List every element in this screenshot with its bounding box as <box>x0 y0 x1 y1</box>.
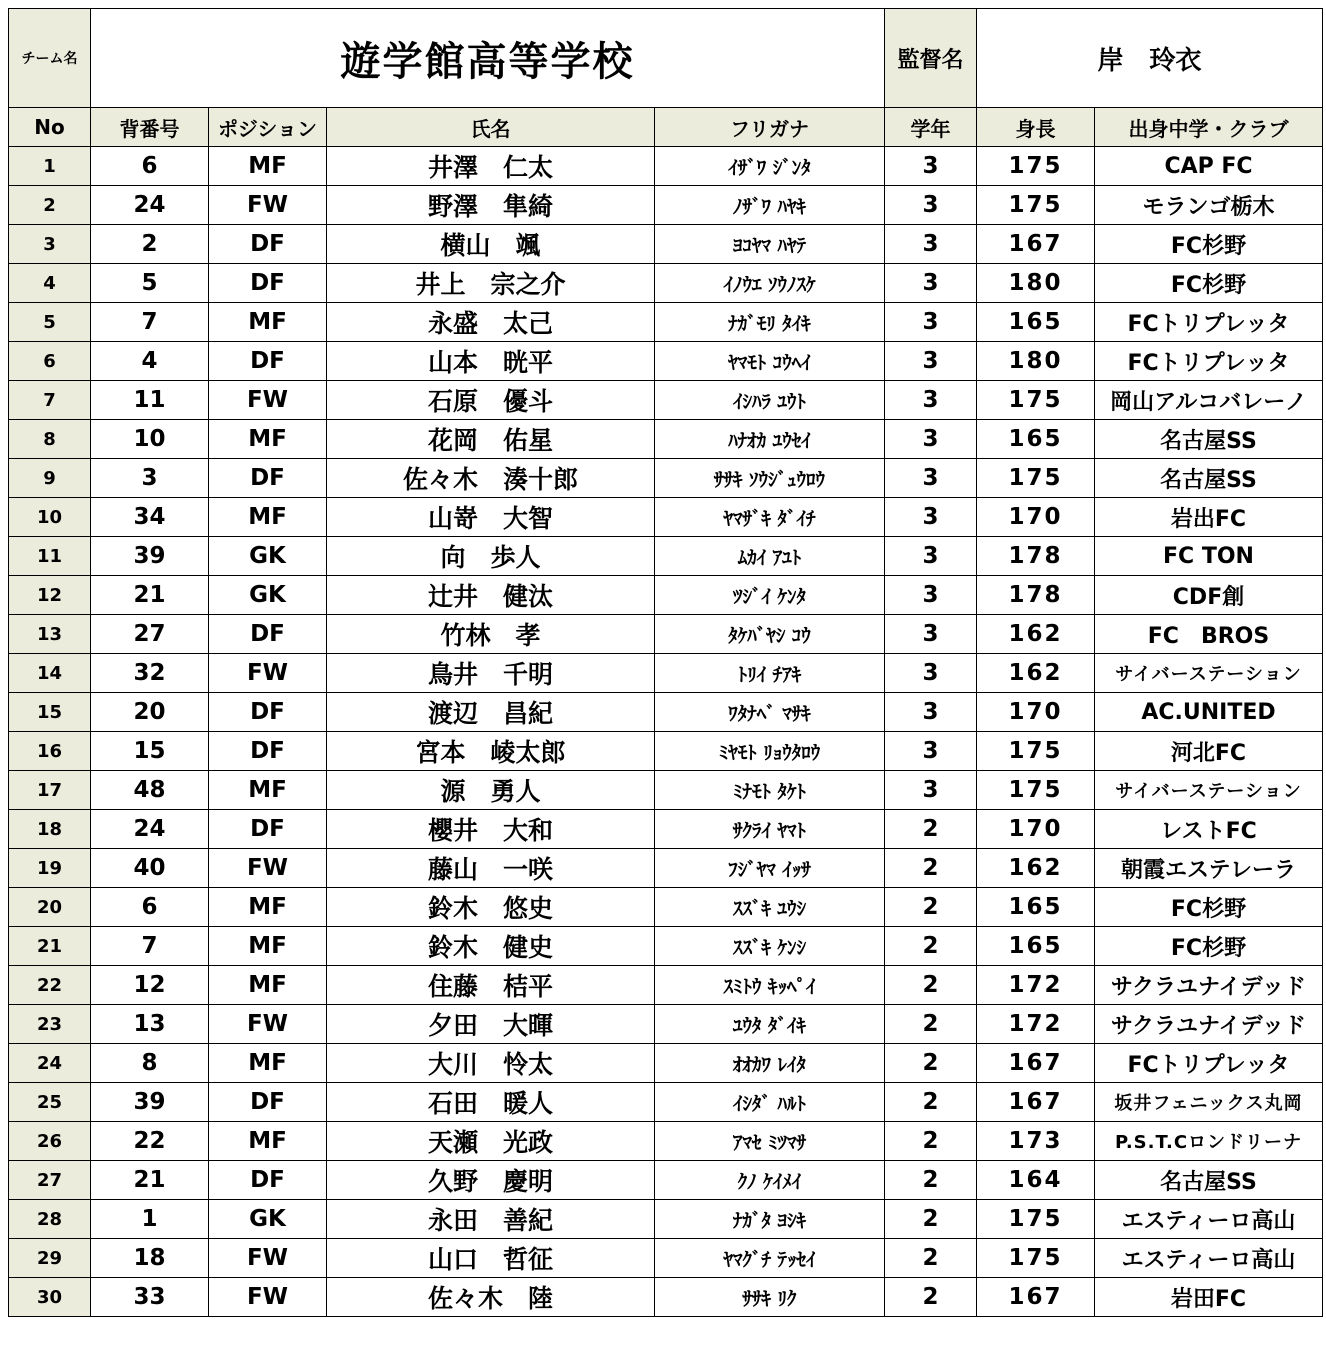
player-kana: ｽﾐﾄｳ ｷｯﾍﾟｲ <box>655 966 885 1005</box>
player-name: 井澤 仁太 <box>327 147 655 186</box>
table-row <box>9 732 1323 771</box>
player-height: 170 <box>977 810 1095 849</box>
table-row <box>9 381 1323 420</box>
player-grade: 2 <box>885 810 977 849</box>
player-no: 3 <box>9 225 91 264</box>
player-position: MF <box>209 771 327 810</box>
player-club: FC杉野 <box>1095 264 1323 303</box>
player-position: DF <box>209 693 327 732</box>
player-position: FW <box>209 381 327 420</box>
player-club: AC.UNITED <box>1095 693 1323 732</box>
player-height: 180 <box>977 342 1095 381</box>
player-grade: 3 <box>885 498 977 537</box>
player-name: 野澤 隼綺 <box>327 186 655 225</box>
player-position: DF <box>209 732 327 771</box>
player-club: FC杉野 <box>1095 927 1323 966</box>
table-row <box>9 459 1323 498</box>
table-row <box>9 1044 1323 1083</box>
player-height: 165 <box>977 303 1095 342</box>
player-position: FW <box>209 1278 327 1317</box>
shirt-number: 15 <box>91 732 209 771</box>
shirt-number: 21 <box>91 576 209 615</box>
table-row <box>9 186 1323 225</box>
player-grade: 3 <box>885 732 977 771</box>
player-name: 竹林 孝 <box>327 615 655 654</box>
player-height: 173 <box>977 1122 1095 1161</box>
player-grade: 3 <box>885 615 977 654</box>
player-name: 源 勇人 <box>327 771 655 810</box>
player-no: 21 <box>9 927 91 966</box>
player-kana: ｻｻｷ ﾘｸ <box>655 1278 885 1317</box>
player-name: 佐々木 陸 <box>327 1278 655 1317</box>
table-row <box>9 615 1323 654</box>
player-height: 167 <box>977 1083 1095 1122</box>
player-kana: ｱﾏｾ ﾐﾂﾏｻ <box>655 1122 885 1161</box>
player-club: FC TON <box>1095 537 1323 576</box>
shirt-number: 7 <box>91 303 209 342</box>
player-position: GK <box>209 1200 327 1239</box>
player-no: 11 <box>9 537 91 576</box>
shirt-number: 6 <box>91 888 209 927</box>
player-grade: 3 <box>885 771 977 810</box>
player-club: エスティーロ高山 <box>1095 1200 1323 1239</box>
col-header-club: 出身中学・クラブ <box>1095 108 1323 147</box>
player-club: モランゴ栃木 <box>1095 186 1323 225</box>
table-row <box>9 303 1323 342</box>
shirt-number: 32 <box>91 654 209 693</box>
player-no: 26 <box>9 1122 91 1161</box>
player-grade: 3 <box>885 303 977 342</box>
player-no: 7 <box>9 381 91 420</box>
roster-table <box>8 8 1323 1317</box>
player-position: DF <box>209 1083 327 1122</box>
col-header-no: No <box>9 108 91 147</box>
player-no: 13 <box>9 615 91 654</box>
player-kana: ﾐﾅﾓﾄ ﾀｹﾄ <box>655 771 885 810</box>
col-header-kana: フリガナ <box>655 108 885 147</box>
player-height: 172 <box>977 966 1095 1005</box>
table-row <box>9 654 1323 693</box>
player-no: 6 <box>9 342 91 381</box>
table-row <box>9 771 1323 810</box>
player-position: DF <box>209 810 327 849</box>
player-no: 17 <box>9 771 91 810</box>
table-row <box>9 225 1323 264</box>
player-grade: 2 <box>885 1239 977 1278</box>
player-no: 22 <box>9 966 91 1005</box>
shirt-number: 27 <box>91 615 209 654</box>
player-no: 28 <box>9 1200 91 1239</box>
player-position: FW <box>209 186 327 225</box>
player-position: FW <box>209 1239 327 1278</box>
player-position: DF <box>209 459 327 498</box>
player-height: 165 <box>977 888 1095 927</box>
player-grade: 3 <box>885 576 977 615</box>
player-club: レストFC <box>1095 810 1323 849</box>
player-height: 162 <box>977 654 1095 693</box>
player-height: 175 <box>977 1200 1095 1239</box>
team-header-row <box>9 9 1323 108</box>
col-header-grade: 学年 <box>885 108 977 147</box>
player-position: DF <box>209 264 327 303</box>
player-name: 大川 怜太 <box>327 1044 655 1083</box>
player-club: FCトリプレッタ <box>1095 342 1323 381</box>
player-rows <box>9 147 1323 1317</box>
shirt-number: 4 <box>91 342 209 381</box>
player-grade: 2 <box>885 849 977 888</box>
player-kana: ｲﾉｳｴ ｿｳﾉｽｹ <box>655 264 885 303</box>
player-kana: ｽｽﾞｷ ﾕｳｼ <box>655 888 885 927</box>
player-club: サイバーステーション <box>1095 771 1323 810</box>
player-no: 4 <box>9 264 91 303</box>
player-club: 名古屋SS <box>1095 420 1323 459</box>
player-height: 175 <box>977 147 1095 186</box>
player-grade: 2 <box>885 966 977 1005</box>
shirt-number: 40 <box>91 849 209 888</box>
player-position: MF <box>209 888 327 927</box>
col-header-number: 背番号 <box>91 108 209 147</box>
player-club: 名古屋SS <box>1095 1161 1323 1200</box>
player-position: FW <box>209 654 327 693</box>
shirt-number: 11 <box>91 381 209 420</box>
player-no: 27 <box>9 1161 91 1200</box>
team-name: 遊学館高等学校 <box>91 9 885 108</box>
player-club: P.S.T.Cロンドリーナ <box>1095 1122 1323 1161</box>
shirt-number: 13 <box>91 1005 209 1044</box>
player-no: 12 <box>9 576 91 615</box>
player-kana: ﾉｻﾞﾜ ﾊﾔｷ <box>655 186 885 225</box>
player-position: MF <box>209 420 327 459</box>
player-grade: 3 <box>885 459 977 498</box>
player-name: 夕田 大暉 <box>327 1005 655 1044</box>
player-grade: 3 <box>885 693 977 732</box>
player-height: 165 <box>977 927 1095 966</box>
player-name: 渡辺 昌紀 <box>327 693 655 732</box>
player-grade: 2 <box>885 1044 977 1083</box>
player-name: 天瀬 光政 <box>327 1122 655 1161</box>
player-club: 岩田FC <box>1095 1278 1323 1317</box>
table-row <box>9 1122 1323 1161</box>
player-name: 向 歩人 <box>327 537 655 576</box>
player-height: 178 <box>977 537 1095 576</box>
player-height: 175 <box>977 771 1095 810</box>
player-kana: ｸﾉ ｹｲﾒｲ <box>655 1161 885 1200</box>
player-kana: ｻｻｷ ｿｳｼﾞｭｳﾛｳ <box>655 459 885 498</box>
player-kana: ﾜﾀﾅﾍﾞ ﾏｻｷ <box>655 693 885 732</box>
player-height: 167 <box>977 1278 1095 1317</box>
player-no: 8 <box>9 420 91 459</box>
player-grade: 2 <box>885 1278 977 1317</box>
table-row <box>9 1005 1323 1044</box>
player-name: 山嵜 大智 <box>327 498 655 537</box>
player-name: 横山 颯 <box>327 225 655 264</box>
player-club: 岡山アルコバレーノ <box>1095 381 1323 420</box>
shirt-number: 18 <box>91 1239 209 1278</box>
player-height: 164 <box>977 1161 1095 1200</box>
coach-name: 岸 玲衣 <box>977 9 1323 108</box>
player-position: FW <box>209 849 327 888</box>
player-grade: 2 <box>885 1122 977 1161</box>
player-kana: ｲｼﾊﾗ ﾕｳﾄ <box>655 381 885 420</box>
player-no: 19 <box>9 849 91 888</box>
player-kana: ﾖｺﾔﾏ ﾊﾔﾃ <box>655 225 885 264</box>
player-kana: ﾂｼﾞｲ ｹﾝﾀ <box>655 576 885 615</box>
player-kana: ｽｽﾞｷ ｹﾝｼ <box>655 927 885 966</box>
player-kana: ﾌｼﾞﾔﾏ ｲｯｻ <box>655 849 885 888</box>
player-name: 藤山 一咲 <box>327 849 655 888</box>
player-height: 162 <box>977 849 1095 888</box>
shirt-number: 20 <box>91 693 209 732</box>
player-no: 5 <box>9 303 91 342</box>
player-grade: 2 <box>885 888 977 927</box>
player-no: 15 <box>9 693 91 732</box>
player-grade: 2 <box>885 1005 977 1044</box>
player-grade: 2 <box>885 1083 977 1122</box>
player-name: 石田 暖人 <box>327 1083 655 1122</box>
coach-name-label: 監督名 <box>885 9 977 108</box>
table-row <box>9 888 1323 927</box>
player-height: 170 <box>977 693 1095 732</box>
table-row <box>9 1161 1323 1200</box>
player-kana: ﾅｶﾞﾓﾘ ﾀｲｷ <box>655 303 885 342</box>
player-club: サイバーステーション <box>1095 654 1323 693</box>
player-name: 永盛 太己 <box>327 303 655 342</box>
player-height: 172 <box>977 1005 1095 1044</box>
player-grade: 3 <box>885 537 977 576</box>
player-kana: ﾕｳﾀ ﾀﾞｲｷ <box>655 1005 885 1044</box>
table-row <box>9 420 1323 459</box>
player-height: 178 <box>977 576 1095 615</box>
player-kana: ｲｻﾞﾜ ｼﾞﾝﾀ <box>655 147 885 186</box>
player-no: 25 <box>9 1083 91 1122</box>
table-row <box>9 147 1323 186</box>
player-height: 175 <box>977 732 1095 771</box>
player-grade: 3 <box>885 381 977 420</box>
player-grade: 2 <box>885 927 977 966</box>
table-row <box>9 849 1323 888</box>
player-kana: ﾔﾏﾓﾄ ｺｳﾍｲ <box>655 342 885 381</box>
player-kana: ﾑｶｲ ｱﾕﾄ <box>655 537 885 576</box>
player-club: サクラユナイデッド <box>1095 1005 1323 1044</box>
team-name-label: チーム名 <box>9 9 91 108</box>
shirt-number: 24 <box>91 810 209 849</box>
shirt-number: 3 <box>91 459 209 498</box>
player-name: 住藤 桔平 <box>327 966 655 1005</box>
player-kana: ﾔﾏｸﾞﾁ ﾃｯｾｲ <box>655 1239 885 1278</box>
player-club: FC杉野 <box>1095 225 1323 264</box>
player-no: 10 <box>9 498 91 537</box>
player-grade: 3 <box>885 420 977 459</box>
player-position: DF <box>209 615 327 654</box>
player-club: FCトリプレッタ <box>1095 1044 1323 1083</box>
shirt-number: 39 <box>91 1083 209 1122</box>
player-height: 167 <box>977 1044 1095 1083</box>
player-grade: 2 <box>885 1200 977 1239</box>
shirt-number: 24 <box>91 186 209 225</box>
player-grade: 3 <box>885 147 977 186</box>
player-no: 24 <box>9 1044 91 1083</box>
player-kana: ｻｸﾗｲ ﾔﾏﾄ <box>655 810 885 849</box>
player-position: MF <box>209 498 327 537</box>
shirt-number: 39 <box>91 537 209 576</box>
table-row <box>9 810 1323 849</box>
player-position: MF <box>209 1044 327 1083</box>
player-name: 石原 優斗 <box>327 381 655 420</box>
shirt-number: 5 <box>91 264 209 303</box>
player-club: FC杉野 <box>1095 888 1323 927</box>
player-position: MF <box>209 147 327 186</box>
table-row <box>9 498 1323 537</box>
table-row <box>9 537 1323 576</box>
player-height: 175 <box>977 381 1095 420</box>
player-name: 久野 慶明 <box>327 1161 655 1200</box>
player-kana: ｲｼﾀﾞ ﾊﾙﾄ <box>655 1083 885 1122</box>
table-row <box>9 264 1323 303</box>
table-row <box>9 1083 1323 1122</box>
player-position: DF <box>209 342 327 381</box>
player-grade: 3 <box>885 342 977 381</box>
player-kana: ﾔﾏｻﾞｷ ﾀﾞｲﾁ <box>655 498 885 537</box>
player-grade: 3 <box>885 225 977 264</box>
player-no: 29 <box>9 1239 91 1278</box>
shirt-number: 10 <box>91 420 209 459</box>
shirt-number: 34 <box>91 498 209 537</box>
player-name: 山口 哲征 <box>327 1239 655 1278</box>
player-club: FC BROS <box>1095 615 1323 654</box>
player-kana: ﾐﾔﾓﾄ ﾘｮｳﾀﾛｳ <box>655 732 885 771</box>
shirt-number: 12 <box>91 966 209 1005</box>
player-position: MF <box>209 966 327 1005</box>
player-position: DF <box>209 225 327 264</box>
player-height: 165 <box>977 420 1095 459</box>
player-kana: ｵｵｶﾜ ﾚｲﾀ <box>655 1044 885 1083</box>
player-name: 花岡 佑星 <box>327 420 655 459</box>
player-position: GK <box>209 576 327 615</box>
shirt-number: 7 <box>91 927 209 966</box>
player-no: 1 <box>9 147 91 186</box>
player-club: 朝霞エステレーラ <box>1095 849 1323 888</box>
shirt-number: 2 <box>91 225 209 264</box>
player-position: MF <box>209 927 327 966</box>
table-row <box>9 1200 1323 1239</box>
table-row <box>9 927 1323 966</box>
shirt-number: 22 <box>91 1122 209 1161</box>
shirt-number: 33 <box>91 1278 209 1317</box>
player-name: 永田 善紀 <box>327 1200 655 1239</box>
player-height: 175 <box>977 1239 1095 1278</box>
player-kana: ﾅｶﾞﾀ ﾖｼｷ <box>655 1200 885 1239</box>
player-position: GK <box>209 537 327 576</box>
player-club: サクラユナイデッド <box>1095 966 1323 1005</box>
player-grade: 3 <box>885 654 977 693</box>
player-club: 岩出FC <box>1095 498 1323 537</box>
table-row <box>9 1278 1323 1317</box>
table-row <box>9 693 1323 732</box>
player-grade: 3 <box>885 186 977 225</box>
player-height: 170 <box>977 498 1095 537</box>
player-kana: ﾊﾅｵｶ ﾕｳｾｲ <box>655 420 885 459</box>
player-club: CDF創 <box>1095 576 1323 615</box>
player-position: MF <box>209 1122 327 1161</box>
player-club: CAP FC <box>1095 147 1323 186</box>
player-no: 9 <box>9 459 91 498</box>
player-grade: 3 <box>885 264 977 303</box>
player-no: 18 <box>9 810 91 849</box>
shirt-number: 1 <box>91 1200 209 1239</box>
player-no: 14 <box>9 654 91 693</box>
player-height: 167 <box>977 225 1095 264</box>
shirt-number: 21 <box>91 1161 209 1200</box>
player-height: 175 <box>977 186 1095 225</box>
player-position: MF <box>209 303 327 342</box>
player-name: 宮本 崚太郎 <box>327 732 655 771</box>
player-name: 井上 宗之介 <box>327 264 655 303</box>
player-kana: ﾀｹﾊﾞﾔｼ ｺｳ <box>655 615 885 654</box>
player-club: 名古屋SS <box>1095 459 1323 498</box>
table-row <box>9 342 1323 381</box>
player-name: 鳥井 千明 <box>327 654 655 693</box>
player-name: 佐々木 湊十郎 <box>327 459 655 498</box>
shirt-number: 6 <box>91 147 209 186</box>
table-row <box>9 576 1323 615</box>
player-no: 30 <box>9 1278 91 1317</box>
player-name: 鈴木 健史 <box>327 927 655 966</box>
player-position: FW <box>209 1005 327 1044</box>
shirt-number: 48 <box>91 771 209 810</box>
player-club: FCトリプレッタ <box>1095 303 1323 342</box>
column-header-row <box>9 108 1323 147</box>
player-club: エスティーロ高山 <box>1095 1239 1323 1278</box>
player-no: 20 <box>9 888 91 927</box>
col-header-height: 身長 <box>977 108 1095 147</box>
shirt-number: 8 <box>91 1044 209 1083</box>
player-club: 河北FC <box>1095 732 1323 771</box>
player-height: 162 <box>977 615 1095 654</box>
player-name: 辻井 健汰 <box>327 576 655 615</box>
col-header-position: ポジション <box>209 108 327 147</box>
col-header-name: 氏名 <box>327 108 655 147</box>
player-grade: 2 <box>885 1161 977 1200</box>
player-no: 23 <box>9 1005 91 1044</box>
player-name: 鈴木 悠史 <box>327 888 655 927</box>
player-no: 16 <box>9 732 91 771</box>
player-club: 坂井フェニックス丸岡 <box>1095 1083 1323 1122</box>
player-height: 175 <box>977 459 1095 498</box>
player-no: 2 <box>9 186 91 225</box>
player-name: 山本 晄平 <box>327 342 655 381</box>
player-kana: ﾄﾘｲ ﾁｱｷ <box>655 654 885 693</box>
table-row <box>9 966 1323 1005</box>
player-height: 180 <box>977 264 1095 303</box>
player-name: 櫻井 大和 <box>327 810 655 849</box>
player-position: DF <box>209 1161 327 1200</box>
table-row <box>9 1239 1323 1278</box>
